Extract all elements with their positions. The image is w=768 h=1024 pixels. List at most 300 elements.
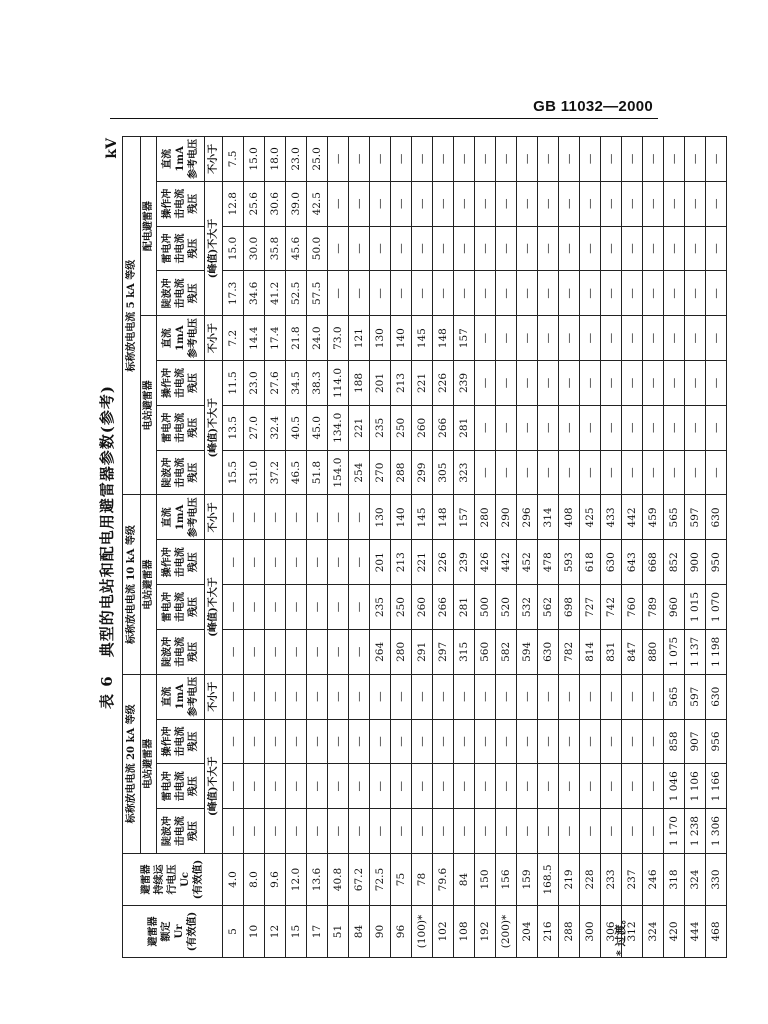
value-cell: — (265, 674, 286, 719)
value-cell: 1 075 (664, 629, 685, 674)
header-line: 击电流 (175, 547, 186, 578)
header-line: 陡波冲 (162, 278, 173, 309)
value-cell: — (328, 719, 349, 764)
footnote: * 过渡。 (614, 913, 627, 956)
value-cell: — (475, 764, 496, 809)
table-row (664, 137, 685, 958)
value-cell: — (244, 495, 265, 540)
continuous-voltage-cell: 67.2 (349, 854, 370, 906)
value-cell: — (328, 271, 349, 316)
value-cell: 37.2 (265, 450, 286, 495)
value-cell: 114.0 (328, 361, 349, 406)
dc-header (157, 495, 205, 540)
header-line: Uc (180, 872, 191, 887)
value-cell: — (685, 137, 706, 182)
value-cell: 956 (706, 719, 727, 764)
value-cell: 235 (370, 585, 391, 630)
header-line: 行电压 (167, 864, 178, 895)
value-cell: — (517, 405, 538, 450)
value-cell: — (706, 226, 727, 271)
header-line: 直流 1mA (162, 325, 186, 351)
value-cell: — (517, 719, 538, 764)
value-cell: — (349, 629, 370, 674)
rated-voltage-cell: 192 (475, 906, 496, 958)
value-cell: — (244, 719, 265, 764)
header-line: 雷电冲 (162, 592, 173, 623)
table-row (685, 137, 706, 958)
value-cell: 39.0 (286, 181, 307, 226)
value-cell: 280 (391, 629, 412, 674)
continuous-voltage-cell: 40.8 (328, 854, 349, 906)
value-cell: 31.0 (244, 450, 265, 495)
header-line: 操作冲 (162, 188, 173, 219)
value-cell: — (475, 719, 496, 764)
value-cell: — (328, 137, 349, 182)
value-cell: — (349, 719, 370, 764)
value-cell: — (475, 271, 496, 316)
table-row (601, 137, 622, 958)
value-cell: 562 (538, 585, 559, 630)
value-cell: 18.0 (265, 137, 286, 182)
table-row (517, 137, 538, 958)
value-cell: 201 (370, 361, 391, 406)
value-cell: — (601, 181, 622, 226)
value-cell: 565 (664, 674, 685, 719)
table-row (349, 137, 370, 958)
header-line: (有效值) (186, 911, 198, 952)
value-cell: 426 (475, 540, 496, 585)
value-cell: — (244, 674, 265, 719)
sub-station-10: 电站避雷器 (141, 495, 157, 674)
rated-voltage-cell: 84 (349, 906, 370, 958)
value-cell: 814 (580, 629, 601, 674)
value-cell: — (580, 809, 601, 854)
value-cell: — (223, 809, 244, 854)
value-cell: 727 (580, 585, 601, 630)
value-cell: — (223, 674, 244, 719)
value-cell: 188 (349, 361, 370, 406)
value-cell: 38.3 (307, 361, 328, 406)
value-cell: — (643, 316, 664, 361)
value-cell: 560 (475, 629, 496, 674)
peak-max-label: (峰值)不大于 (205, 719, 223, 853)
value-cell: — (622, 764, 643, 809)
switching-header (157, 181, 205, 226)
value-cell: — (286, 585, 307, 630)
header-line: 直流 1mA (162, 146, 186, 172)
value-cell: — (370, 181, 391, 226)
value-cell: 260 (412, 405, 433, 450)
lightning-header (157, 585, 205, 630)
switching-header (157, 361, 205, 406)
header-line: 残压 (188, 462, 199, 483)
value-cell: — (412, 764, 433, 809)
header-line: 残压 (188, 821, 199, 842)
value-cell: — (622, 226, 643, 271)
value-cell: — (496, 137, 517, 182)
value-cell: — (517, 137, 538, 182)
value-cell: — (475, 226, 496, 271)
value-cell: 1 170 (664, 809, 685, 854)
value-cell: — (664, 361, 685, 406)
value-cell: 221 (412, 361, 433, 406)
value-cell: 34.6 (244, 271, 265, 316)
value-cell: — (475, 450, 496, 495)
value-cell: — (538, 764, 559, 809)
value-cell: 50.0 (307, 226, 328, 271)
continuous-voltage-cell: 150 (475, 854, 496, 906)
value-cell: 520 (496, 585, 517, 630)
header-line: 直流 1mA (162, 504, 186, 531)
value-cell: — (454, 181, 475, 226)
value-cell: — (433, 137, 454, 182)
value-cell: — (685, 271, 706, 316)
value-cell: 852 (664, 540, 685, 585)
peak-max-label: (峰值)不大于 (205, 361, 223, 495)
table-row (265, 137, 286, 958)
value-cell: — (685, 181, 706, 226)
value-cell: 1 106 (685, 764, 706, 809)
value-cell: 45.6 (286, 226, 307, 271)
lightning-header (157, 405, 205, 450)
continuous-voltage-cell: 75 (391, 854, 412, 906)
value-cell: — (517, 674, 538, 719)
value-cell: — (559, 450, 580, 495)
switching-header (157, 540, 205, 585)
value-cell: — (559, 719, 580, 764)
value-cell: 24.0 (307, 316, 328, 361)
value-cell: — (538, 361, 559, 406)
value-cell: — (349, 226, 370, 271)
value-cell: — (307, 629, 328, 674)
value-cell: 27.0 (244, 405, 265, 450)
value-cell: — (622, 405, 643, 450)
header-line: 击电流 (175, 188, 186, 219)
value-cell: — (307, 540, 328, 585)
value-cell: — (622, 809, 643, 854)
header-line: 陡波冲 (162, 457, 173, 488)
value-cell: — (286, 540, 307, 585)
value-cell: — (349, 809, 370, 854)
value-cell: 323 (454, 450, 475, 495)
value-cell: — (706, 450, 727, 495)
rated-voltage-cell: 5 (223, 906, 244, 958)
value-cell: — (559, 181, 580, 226)
value-cell: 7.5 (223, 137, 244, 182)
value-cell: 789 (643, 585, 664, 630)
value-cell: — (685, 361, 706, 406)
value-cell: 1 015 (685, 585, 706, 630)
value-cell: 594 (517, 629, 538, 674)
value-cell: — (370, 226, 391, 271)
value-cell: — (454, 674, 475, 719)
value-cell: 1 070 (706, 585, 727, 630)
value-cell: — (328, 495, 349, 540)
value-cell: — (559, 764, 580, 809)
header-line: 击电流 (175, 816, 186, 847)
value-cell: — (538, 226, 559, 271)
value-cell: — (496, 450, 517, 495)
value-cell: — (265, 585, 286, 630)
value-cell: — (433, 271, 454, 316)
header-line: 残压 (188, 731, 199, 752)
value-cell: — (580, 405, 601, 450)
unit-label: kV (104, 138, 120, 159)
value-cell: — (370, 764, 391, 809)
value-cell: — (496, 361, 517, 406)
value-cell: 32.4 (265, 405, 286, 450)
value-cell: 742 (601, 585, 622, 630)
value-cell: — (391, 181, 412, 226)
value-cell: — (706, 271, 727, 316)
continuous-voltage-cell: 159 (517, 854, 538, 906)
value-cell: — (454, 137, 475, 182)
value-cell: — (685, 405, 706, 450)
header-line: 残压 (188, 776, 199, 797)
rated-voltage-cell: 90 (370, 906, 391, 958)
value-cell: — (475, 405, 496, 450)
value-cell: 296 (517, 495, 538, 540)
header-line: 参考电压 (188, 318, 199, 359)
value-cell: 1 046 (664, 764, 685, 809)
value-cell: — (664, 450, 685, 495)
value-cell: — (307, 585, 328, 630)
continuous-voltage-cell: 72.5 (370, 854, 391, 906)
header-line: 击电流 (175, 367, 186, 398)
continuous-voltage-cell: 13.6 (307, 854, 328, 906)
value-cell: — (412, 137, 433, 182)
table-title (96, 136, 117, 958)
value-cell: 880 (643, 629, 664, 674)
value-cell: 1 137 (685, 629, 706, 674)
continuous-voltage-cell: 330 (706, 854, 727, 906)
continuous-voltage-cell: 246 (643, 854, 664, 906)
rated-voltage-cell: 10 (244, 906, 265, 958)
value-cell: 51.8 (307, 450, 328, 495)
table-row (706, 137, 727, 958)
value-cell: 154.0 (328, 450, 349, 495)
continuous-voltage-cell: 79.6 (433, 854, 454, 906)
value-cell: — (538, 181, 559, 226)
value-cell: — (433, 226, 454, 271)
group-10ka: 标称放电电流 10 kA 等级 (123, 495, 141, 674)
header-line: 操作冲 (162, 547, 173, 578)
value-cell: 408 (559, 495, 580, 540)
value-cell: 900 (685, 540, 706, 585)
rated-voltage-cell: 17 (307, 906, 328, 958)
value-cell: — (643, 137, 664, 182)
header-line: 直流 1mA (162, 684, 186, 710)
value-cell: — (538, 316, 559, 361)
value-cell: 21.8 (286, 316, 307, 361)
value-cell: — (328, 585, 349, 630)
value-cell: — (664, 316, 685, 361)
table-body (223, 137, 727, 958)
value-cell: — (538, 405, 559, 450)
table-row (412, 137, 433, 958)
value-cell: — (328, 540, 349, 585)
continuous-voltage-cell: 324 (685, 854, 706, 906)
table-row (559, 137, 580, 958)
table-row (622, 137, 643, 958)
value-cell: 145 (412, 495, 433, 540)
continuous-voltage-cell: 156 (496, 854, 517, 906)
rated-voltage-cell: 15 (286, 906, 307, 958)
header-line: 击电流 (175, 278, 186, 309)
value-cell: — (685, 450, 706, 495)
value-cell: — (559, 316, 580, 361)
value-cell: 41.2 (265, 271, 286, 316)
value-cell: — (706, 316, 727, 361)
value-cell: — (706, 405, 727, 450)
col-rated-voltage (123, 906, 223, 958)
value-cell: — (622, 674, 643, 719)
value-cell: — (517, 271, 538, 316)
value-cell: 698 (559, 585, 580, 630)
header-line: 残压 (188, 641, 199, 662)
measurement-header-row (157, 137, 205, 958)
value-cell: — (265, 719, 286, 764)
value-cell: — (496, 226, 517, 271)
value-cell: — (370, 674, 391, 719)
sub-station-5: 电站避雷器 (141, 316, 157, 495)
value-cell: — (412, 719, 433, 764)
value-cell: — (349, 674, 370, 719)
value-cell: 15.0 (244, 137, 265, 182)
value-cell: — (223, 585, 244, 630)
value-cell: 299 (412, 450, 433, 495)
value-cell: — (475, 181, 496, 226)
value-cell: — (454, 226, 475, 271)
value-cell: — (643, 226, 664, 271)
header-line: 持续运 (154, 864, 165, 895)
value-cell: — (496, 809, 517, 854)
value-cell: 950 (706, 540, 727, 585)
peak-max-label: (峰值)不大于 (205, 181, 223, 315)
value-cell: — (328, 226, 349, 271)
continuous-voltage-cell: 84 (454, 854, 475, 906)
peak-max-label: (峰值)不大于 (205, 540, 223, 674)
value-cell: — (349, 540, 370, 585)
value-cell: — (622, 719, 643, 764)
value-cell: — (517, 361, 538, 406)
value-cell: — (601, 361, 622, 406)
not-less-label: 不小于 (205, 316, 223, 361)
value-cell: 315 (454, 629, 475, 674)
value-cell: — (643, 809, 664, 854)
value-cell: 288 (391, 450, 412, 495)
value-cell: — (454, 271, 475, 316)
value-cell: — (622, 181, 643, 226)
value-cell: — (475, 361, 496, 406)
value-cell: — (496, 181, 517, 226)
value-cell: — (307, 809, 328, 854)
value-cell: — (286, 809, 307, 854)
group-20ka: 标称放电电流 20 kA 等级 (123, 674, 141, 853)
value-cell: 7.2 (223, 316, 244, 361)
value-cell: — (643, 181, 664, 226)
value-cell: — (244, 629, 265, 674)
value-cell: — (538, 271, 559, 316)
value-cell: — (265, 540, 286, 585)
value-cell: — (286, 629, 307, 674)
value-cell: — (307, 495, 328, 540)
value-cell: 239 (454, 540, 475, 585)
value-cell: — (433, 809, 454, 854)
table-row (244, 137, 265, 958)
continuous-voltage-cell: 237 (622, 854, 643, 906)
value-cell: — (559, 226, 580, 271)
rated-voltage-cell: 468 (706, 906, 727, 958)
value-cell: — (580, 450, 601, 495)
continuous-voltage-cell: 9.6 (265, 854, 286, 906)
table-number: 表 6 (98, 675, 116, 709)
header-line: 雷电冲 (162, 233, 173, 264)
sub-station-20: 电站避雷器 (141, 674, 157, 853)
value-cell: 30.0 (244, 226, 265, 271)
dc-header (157, 316, 205, 361)
value-cell: — (517, 809, 538, 854)
value-cell: — (580, 764, 601, 809)
value-cell: 27.6 (265, 361, 286, 406)
switching-header (157, 719, 205, 764)
value-cell: — (685, 226, 706, 271)
value-cell: 500 (475, 585, 496, 630)
value-cell: — (664, 405, 685, 450)
value-cell: 17.4 (265, 316, 286, 361)
value-cell: 858 (664, 719, 685, 764)
value-cell: 281 (454, 405, 475, 450)
value-cell: — (391, 226, 412, 271)
table-title-text: 典型的电站和配电用避雷器参数(参考) (98, 385, 116, 658)
value-cell: — (454, 764, 475, 809)
header-line: 残压 (188, 597, 199, 618)
value-cell: 266 (433, 585, 454, 630)
value-cell: — (580, 719, 601, 764)
value-cell: 452 (517, 540, 538, 585)
value-cell: 52.5 (286, 271, 307, 316)
value-cell: 565 (664, 495, 685, 540)
value-cell: — (601, 764, 622, 809)
value-cell: 782 (559, 629, 580, 674)
value-cell: — (601, 226, 622, 271)
value-cell: — (664, 271, 685, 316)
value-cell: — (328, 764, 349, 809)
value-cell: — (580, 361, 601, 406)
value-cell: 235 (370, 405, 391, 450)
header-line: 残压 (188, 238, 199, 259)
value-cell: — (580, 181, 601, 226)
value-cell: — (538, 674, 559, 719)
value-cell: — (559, 809, 580, 854)
table-row (223, 137, 244, 958)
value-cell: 582 (496, 629, 517, 674)
rated-voltage-cell: 300 (580, 906, 601, 958)
value-cell: — (496, 271, 517, 316)
col-continuous-voltage (123, 854, 223, 906)
header-line: 残压 (188, 193, 199, 214)
value-cell: 425 (580, 495, 601, 540)
value-cell: — (559, 674, 580, 719)
value-cell: — (559, 137, 580, 182)
value-cell: — (286, 719, 307, 764)
table-row (580, 137, 601, 958)
value-cell: — (391, 809, 412, 854)
steep-header (157, 271, 205, 316)
value-cell: — (391, 137, 412, 182)
value-cell: — (223, 495, 244, 540)
value-cell: — (328, 809, 349, 854)
